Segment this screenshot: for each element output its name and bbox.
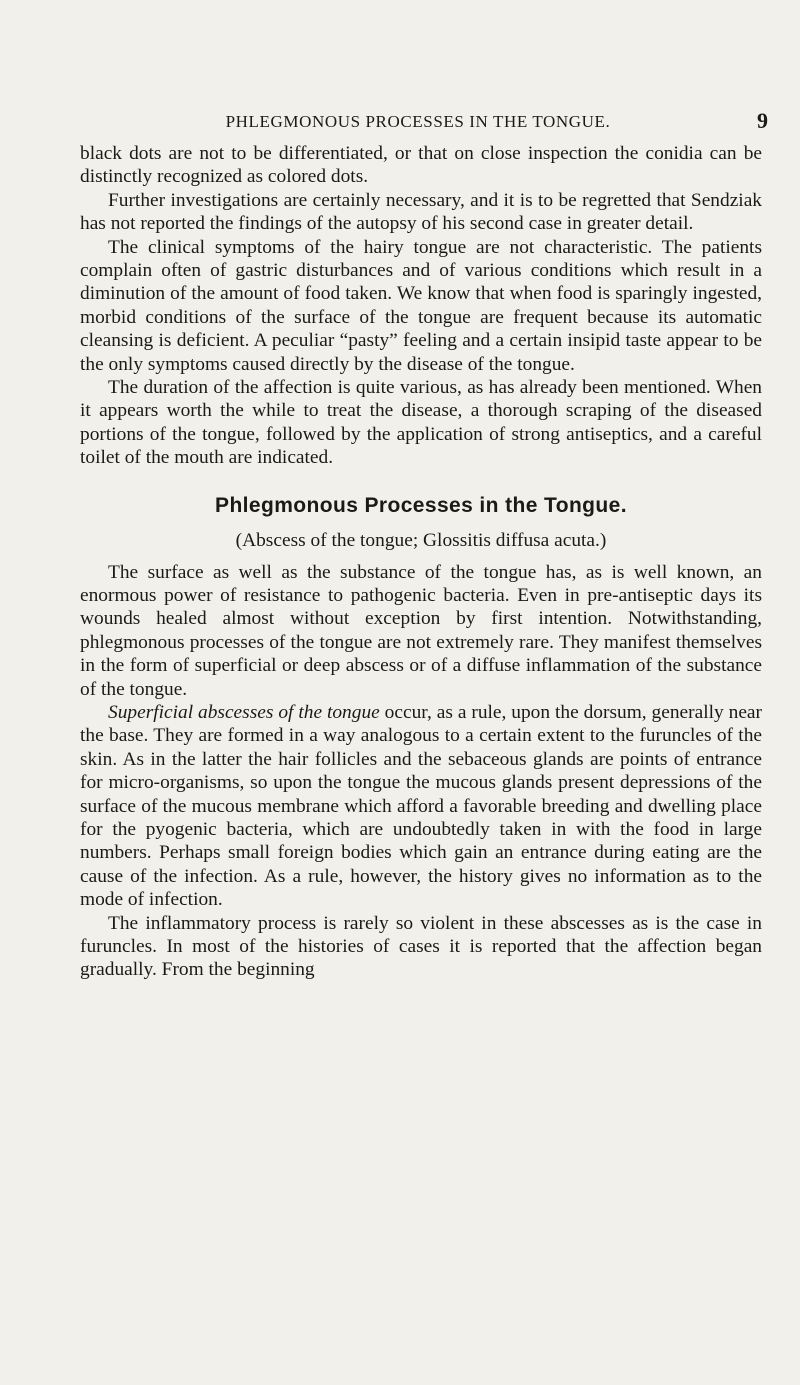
paragraph-further-investigations: Further investigations are certainly necessary, and it is to be regretted that Sendziak has not reported the findings of the autopsy of his second case in greater detail. bbox=[80, 189, 762, 235]
paragraph-superficial-abscesses bbox=[80, 701, 762, 912]
running-header bbox=[68, 108, 768, 138]
section-title: Phlegmonous Processes in the Tongue. bbox=[215, 493, 627, 517]
running-title: PHLEGMONOUS PROCESSES IN THE TONGUE. bbox=[225, 112, 611, 131]
superficial-abscesses-text: occur, as a rule, upon the dorsum, generally near the base. They are formed in a way analogous to a certain extent to the furuncles of the skin. As in the latter the hair follicles and the sebaceous glands are points of entrance for micro-organisms, so upon the tongue the mucous glands present depressions of the surface of the mucous membrane which afford a favorable breeding and dwelling place for the pyogenic bacteria, which are undoubtedly taken in with the food in large numbers. Perhaps small foreign bodies which gain an entrance during eating are the cause of the infection. As a rule, however, the history gives no information as to the mode of infection. bbox=[80, 701, 762, 911]
body-text bbox=[80, 142, 762, 982]
paragraph-inflammatory-process: The inflammatory process is rarely so violent in these abscesses as is the case in furuncles. In most of the histories of cases it is reported that the affection began gradually. From the beginning bbox=[80, 912, 762, 981]
page-number: 9 bbox=[757, 108, 768, 133]
paragraph-resistance: The surface as well as the substance of the tongue has, as is well known, an enormous power of resistance to pathogenic bacteria. Even in pre-antiseptic days its wounds healed almost without exception by first intention. Notwithstanding, phlegmonous processes of the tongue are not extremely rare. They manifest themselves in the form of superficial or deep abscess or of a diffuse inflammation of the substance of the tongue. bbox=[80, 561, 762, 700]
paragraph-clinical-symptoms: The clinical symptoms of the hairy tongue are not characteristic. The patients complain often of gastric disturbances and of various conditions which result in a diminution of the amount of food taken. We know that when food is sparingly ingested, morbid conditions of the surface of the tongue are frequent because its automatic cleansing is deficient. A peculiar “pasty” feeling and a certain insipid taste appear to be the only symptoms caused directly by the disease of the tongue. bbox=[80, 236, 762, 375]
superficial-abscesses-lead: Superficial abscesses of the tongue bbox=[108, 701, 380, 723]
section-subtitle: (Abscess of the tongue; Glossitis diffusa acuta.) bbox=[235, 530, 607, 552]
paragraph-duration: The duration of the affection is quite various, as has already been mentioned. When it appears worth the while to treat the disease, a thorough scraping of the diseased portions of the tongue, followed by the application of strong antiseptics, and a careful toilet of the mouth are indicated. bbox=[80, 377, 762, 469]
paragraph-continuation: black dots are not to be differentiated, or that on close inspection the conidia can be distinctly recognized as colored dots. bbox=[80, 143, 762, 188]
